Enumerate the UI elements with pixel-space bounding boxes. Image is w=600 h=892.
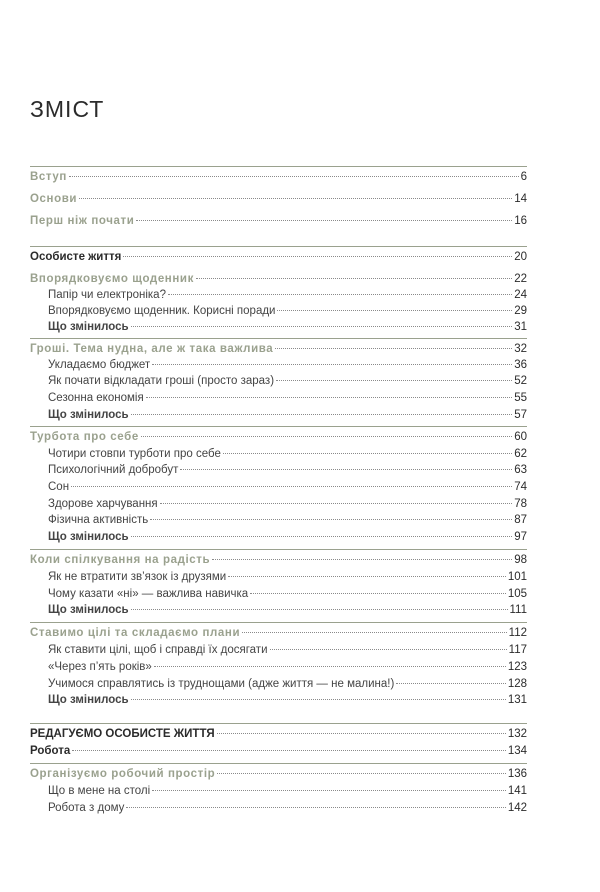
toc-entry[interactable] — [30, 744, 527, 758]
toc-entry-page-number: 60 — [514, 431, 527, 443]
toc-entry-page-number: 87 — [514, 514, 527, 526]
toc-entry-page-number: 101 — [507, 571, 527, 583]
toc-entry-page-number: 6 — [520, 171, 527, 183]
dot-leader — [131, 414, 513, 415]
section-divider — [30, 723, 527, 724]
dot-leader — [72, 750, 506, 751]
toc-entry-page-number: 24 — [514, 289, 527, 301]
toc-entry[interactable] — [30, 214, 527, 228]
dot-leader — [123, 256, 512, 257]
toc-entry-page-number: 22 — [514, 273, 527, 285]
toc-entry-page-number: 62 — [514, 448, 527, 460]
toc-entry-page-number: 32 — [514, 343, 527, 355]
toc-entry[interactable] — [30, 342, 527, 356]
toc-entry[interactable] — [48, 288, 527, 302]
toc-entry[interactable] — [30, 553, 527, 567]
toc-entry-page-number: 112 — [508, 627, 527, 639]
toc-entry[interactable] — [48, 480, 527, 494]
toc-entry-label: Що змінилось — [48, 321, 129, 333]
section-divider — [30, 246, 527, 247]
toc-entry-label: Чому казати «ні» — важлива навичка — [48, 588, 249, 600]
toc-entry[interactable] — [48, 304, 527, 318]
dot-leader — [152, 364, 512, 365]
toc-entry[interactable] — [48, 391, 527, 405]
toc-entry[interactable] — [48, 408, 527, 422]
toc-entry-label: Психологічний добробут — [48, 464, 179, 476]
toc-entry-label: Ставимо цілі та складаємо плани — [30, 627, 241, 639]
toc-entry-label: Коли спілкування на радість — [30, 554, 211, 566]
toc-entry-label: Чотири стовпи турботи про себе — [48, 448, 221, 460]
toc-entry[interactable] — [48, 447, 527, 461]
toc-entry[interactable] — [30, 192, 527, 206]
toc-entry[interactable] — [48, 677, 527, 691]
toc-entry-page-number: 63 — [514, 464, 527, 476]
toc-entry[interactable] — [48, 643, 527, 657]
dot-leader — [150, 519, 512, 520]
dot-leader — [79, 198, 512, 199]
toc-entry[interactable] — [30, 170, 527, 184]
toc-entry-page-number: 128 — [507, 678, 527, 690]
dot-leader — [276, 380, 512, 381]
toc-entry-label: Робота з дому — [48, 802, 125, 814]
toc-entry[interactable] — [48, 603, 527, 617]
toc-entry-label: Фізична активність — [48, 514, 149, 526]
dot-leader — [131, 699, 506, 700]
toc-entry-label: Що в мене на столі — [48, 785, 151, 797]
toc-entry[interactable] — [48, 587, 527, 601]
toc-entry-label: Учимося справлятись із труднощами (адже життя — не малина!) — [48, 678, 395, 690]
dot-leader — [228, 576, 506, 577]
toc-entry-page-number: 52 — [514, 375, 527, 387]
toc-entry-page-number: 141 — [507, 785, 527, 797]
toc-entry-page-number: 134 — [507, 745, 527, 757]
toc-entry-page-number: 20 — [514, 251, 527, 263]
toc-entry[interactable] — [48, 570, 527, 584]
toc-entry-page-number: 36 — [514, 359, 527, 371]
toc-entry-label: Впорядковуємо щоденник. Корисні поради — [48, 305, 276, 317]
section-divider — [30, 166, 527, 167]
dot-leader — [196, 278, 512, 279]
toc-entry[interactable] — [48, 497, 527, 511]
dot-leader — [146, 397, 513, 398]
toc-entry-label: Сон — [48, 481, 70, 493]
dot-leader — [141, 436, 512, 437]
toc-entry[interactable] — [48, 358, 527, 372]
dot-leader — [160, 503, 513, 504]
section-divider — [30, 338, 527, 339]
dot-leader — [180, 469, 512, 470]
dot-leader — [69, 176, 519, 177]
toc-entry-label: Що змінилось — [48, 409, 129, 421]
toc-entry-label: Як ставити цілі, щоб і справді їх досягати — [48, 644, 268, 656]
toc-entry-label: Укладаємо бюджет — [48, 359, 151, 371]
toc-entry-label: Впорядковуємо щоденник — [30, 273, 194, 285]
toc-entry-label: Що змінилось — [48, 604, 129, 616]
toc-entry[interactable] — [48, 320, 527, 334]
toc-entry-page-number: 78 — [514, 498, 527, 510]
dot-leader — [168, 294, 512, 295]
toc-entry-label: Перш ніж почати — [30, 215, 135, 227]
toc-entry-label: Папір чи електроніка? — [48, 289, 166, 301]
dot-leader — [152, 790, 506, 791]
toc-entry-label: Основи — [30, 193, 78, 205]
dot-leader — [131, 536, 513, 537]
dot-leader — [126, 807, 505, 808]
toc-entry-page-number: 142 — [507, 802, 527, 814]
dot-leader — [396, 683, 506, 684]
section-divider — [30, 549, 527, 550]
dot-leader — [154, 666, 506, 667]
dot-leader — [131, 609, 508, 610]
toc-entry-label: Як почати відкладати гроші (просто зараз) — [48, 375, 275, 387]
dot-leader — [136, 220, 512, 221]
toc-entry-label: РЕДАГУЄМО ОСОБИСТЕ ЖИТТЯ — [30, 728, 215, 740]
toc-entry-page-number: 74 — [514, 481, 527, 493]
toc-entry-label: «Через п’ять років» — [48, 661, 152, 673]
toc-entry-page-number: 98 — [514, 554, 527, 566]
toc-entry-page-number: 29 — [514, 305, 527, 317]
toc-entry-page-number: 132 — [507, 728, 527, 740]
toc-entry-label: Гроші. Тема нудна, але ж така важлива — [30, 343, 274, 355]
section-divider — [30, 622, 527, 623]
dot-leader — [223, 453, 512, 454]
toc-entry[interactable] — [30, 727, 527, 741]
toc-entry[interactable] — [30, 250, 527, 264]
toc-entry-page-number: 97 — [514, 531, 527, 543]
toc-entry-page-number: 55 — [514, 392, 527, 404]
toc-entry[interactable] — [30, 272, 527, 286]
toc-entry[interactable] — [30, 430, 527, 444]
toc-entry-label: Особисте життя — [30, 251, 122, 263]
toc-entry-page-number: 16 — [514, 215, 527, 227]
dot-leader — [277, 310, 512, 311]
toc-entry-page-number: 117 — [508, 644, 527, 656]
section-divider — [30, 763, 527, 764]
dot-leader — [275, 348, 512, 349]
toc-entry-page-number: 57 — [514, 409, 527, 421]
toc-entry-label: Що змінилось — [48, 531, 129, 543]
toc-entry-page-number: 111 — [509, 604, 527, 616]
toc-entry-label: Вступ — [30, 171, 67, 183]
toc-entry[interactable] — [48, 693, 527, 707]
toc-entry[interactable] — [48, 801, 527, 815]
dot-leader — [250, 593, 506, 594]
toc-entry[interactable] — [30, 626, 527, 640]
toc-entry-page-number: 105 — [507, 588, 527, 600]
toc-entry-label: Робота — [30, 745, 71, 757]
toc-entry-page-number: 131 — [507, 694, 527, 706]
page-title: ЗМІСТ — [30, 96, 105, 122]
section-divider — [30, 426, 527, 427]
dot-leader — [212, 559, 512, 560]
toc-entry-label: Як не втратити зв’язок із друзями — [48, 571, 227, 583]
toc-entry-label: Сезонна економія — [48, 392, 144, 404]
toc-entry-label: Що змінилось — [48, 694, 129, 706]
toc-entry-page-number: 14 — [514, 193, 527, 205]
toc-entry[interactable] — [30, 767, 527, 781]
dot-leader — [217, 773, 506, 774]
toc-entry-label: Здорове харчування — [48, 498, 158, 510]
toc-entry-page-number: 31 — [514, 321, 527, 333]
toc-entry[interactable] — [48, 530, 527, 544]
toc-entry[interactable] — [48, 513, 527, 527]
toc-entry[interactable] — [48, 463, 527, 477]
toc-entry-label: Турбота про себе — [30, 431, 139, 443]
dot-leader — [270, 649, 507, 650]
dot-leader — [217, 733, 506, 734]
toc-entry[interactable] — [48, 660, 527, 674]
toc-entry[interactable] — [48, 784, 527, 798]
dot-leader — [71, 486, 512, 487]
toc-entry-label: Організуємо робочий простір — [30, 768, 216, 780]
toc-entry-page-number: 123 — [507, 661, 527, 673]
toc-entry-page-number: 136 — [507, 768, 527, 780]
dot-leader — [131, 326, 513, 327]
dot-leader — [242, 632, 507, 633]
toc-entry[interactable] — [48, 374, 527, 388]
